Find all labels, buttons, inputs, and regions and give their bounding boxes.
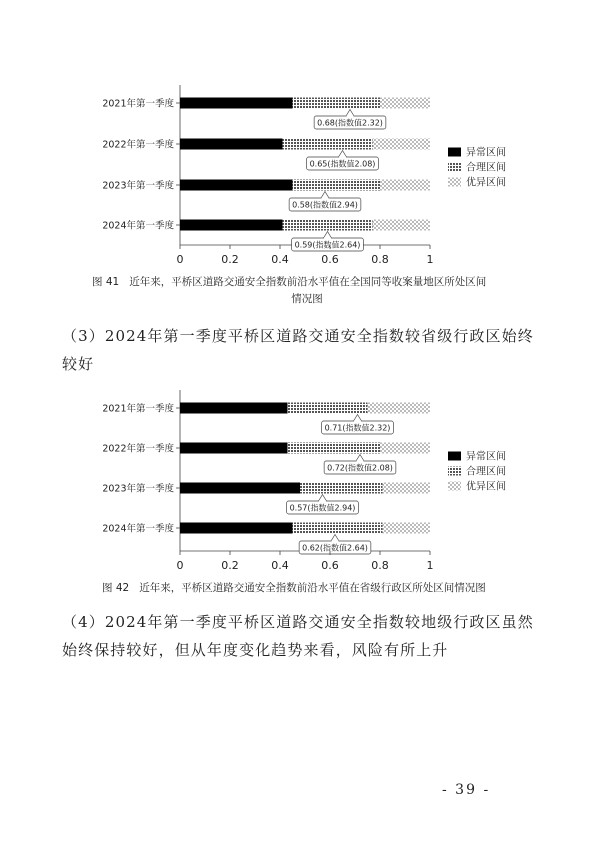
x-tick-label: 1 — [426, 253, 434, 266]
legend-label-excellent: 优异区间 — [466, 177, 506, 189]
category-label: 2024年第一季度 — [102, 523, 174, 535]
figure-41-title: 近年来，平桥区道路交通安全指数前沿水平值在全国同等收案量地区所处区间 — [129, 276, 487, 288]
category-label: 2021年第一季度 — [102, 98, 174, 110]
callout-label: 0.72(指数值2.08) — [327, 463, 393, 473]
bar-segment-reasonable — [293, 180, 381, 191]
legend-swatch-excellent — [448, 178, 461, 187]
bar-segment-reasonable — [293, 98, 381, 109]
chart-42-svg — [96, 390, 526, 572]
x-tick-label: 0 — [176, 253, 184, 266]
bar-segment-excellent — [373, 139, 431, 150]
legend-label-excellent: 优异区间 — [466, 481, 506, 493]
figure-41-title-line2: 情况图 — [291, 293, 323, 305]
bar-segment-excellent — [383, 483, 431, 494]
value-callout — [324, 455, 396, 475]
bar-segment-abnormal — [180, 403, 288, 414]
page-number: - 39 - — [442, 782, 491, 798]
legend-swatch-reasonable — [448, 467, 461, 476]
callout-label: 0.57(指数值2.94) — [289, 503, 356, 513]
bar-segment-excellent — [380, 443, 430, 454]
legend-label-reasonable: 合理区间 — [466, 466, 506, 478]
legend-swatch-abnormal — [448, 452, 461, 461]
category-label: 2022年第一季度 — [102, 443, 174, 455]
bar-segment-excellent — [368, 403, 431, 414]
bar-segment-reasonable — [283, 220, 373, 231]
legend-swatch-excellent — [448, 482, 461, 491]
bar-segment-reasonable — [288, 443, 381, 454]
figure-41-number: 图 41 — [92, 276, 120, 288]
callout-label: 0.58(指数值2.94) — [292, 200, 358, 210]
value-callout — [307, 151, 379, 171]
chart-41-svg — [96, 85, 526, 265]
category-label: 2024年第一季度 — [102, 220, 174, 232]
category-label: 2021年第一季度 — [102, 403, 174, 415]
bar-segment-abnormal — [180, 443, 288, 454]
category-label: 2022年第一季度 — [102, 139, 174, 151]
callout-label: 0.71(指数值2.32) — [324, 423, 391, 433]
category-label: 2023年第一季度 — [102, 180, 174, 192]
x-tick-label: 0.2 — [221, 559, 239, 572]
value-callout — [314, 110, 386, 130]
bar-segment-excellent — [383, 523, 431, 534]
callout-label: 0.59(指数值2.64) — [294, 240, 361, 250]
value-callout — [322, 415, 394, 435]
callout-label: 0.65(指数值2.08) — [309, 159, 376, 169]
x-tick-label: 0.6 — [321, 559, 339, 572]
legend-label-abnormal: 异常区间 — [466, 147, 506, 159]
callout-label: 0.68(指数值2.32) — [317, 118, 383, 128]
figure-41-caption — [92, 274, 522, 308]
value-callout — [292, 232, 364, 252]
bar-segment-excellent — [380, 180, 430, 191]
legend-label-reasonable: 合理区间 — [466, 162, 506, 174]
bar-segment-excellent — [373, 220, 431, 231]
value-callout — [289, 192, 361, 212]
x-tick-label: 0.2 — [221, 253, 239, 266]
section-heading-3: （3）2024年第一季度平桥区道路交通安全指数较省级行政区始终较好 — [62, 327, 534, 373]
callout-label: 0.62(指数值2.64) — [302, 543, 368, 553]
x-tick-label: 0.6 — [321, 253, 339, 266]
legend-swatch-abnormal — [448, 148, 461, 157]
x-tick-label: 0.8 — [371, 559, 389, 572]
x-tick-label: 1 — [426, 559, 434, 572]
x-tick-label: 0.4 — [271, 253, 289, 266]
value-callout — [299, 535, 371, 555]
bar-segment-reasonable — [300, 483, 383, 494]
bar-segment-abnormal — [180, 139, 283, 150]
bar-segment-reasonable — [283, 139, 373, 150]
figure-42-caption — [102, 580, 522, 595]
chart-42 — [96, 390, 526, 572]
chart-41 — [96, 85, 526, 265]
category-label: 2023年第一季度 — [102, 483, 174, 495]
bar-segment-reasonable — [293, 523, 383, 534]
legend-swatch-reasonable — [448, 163, 461, 172]
bar-segment-abnormal — [180, 523, 293, 534]
value-callout — [287, 495, 359, 515]
bar-segment-abnormal — [180, 180, 293, 191]
bar-segment-reasonable — [288, 403, 368, 414]
x-tick-label: 0 — [176, 559, 184, 572]
bar-segment-abnormal — [180, 483, 300, 494]
bar-segment-abnormal — [180, 98, 293, 109]
figure-42-title: 近年来，平桥区道路交通安全指数前沿水平值在省级行政区所处区间情况图 — [139, 582, 486, 594]
x-tick-label: 0.8 — [371, 253, 389, 266]
section-heading-4: （4）2024年第一季度平桥区道路交通安全指数较地级行政区虽然始终保持较好，但从年度变化趋势来看，风险有所上升 — [62, 613, 534, 659]
figure-42-number: 图 42 — [102, 582, 130, 594]
x-tick-label: 0.4 — [271, 559, 289, 572]
legend-label-abnormal: 异常区间 — [466, 451, 506, 463]
bar-segment-abnormal — [180, 220, 283, 231]
bar-segment-excellent — [380, 98, 430, 109]
